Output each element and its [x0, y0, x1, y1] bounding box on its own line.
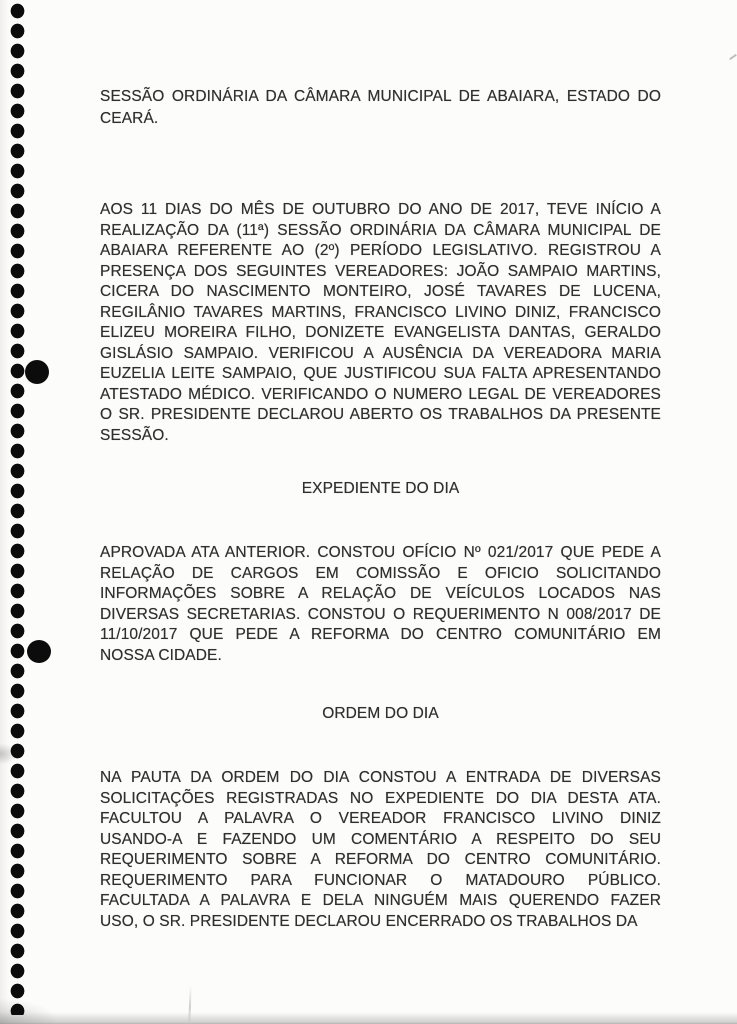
text-line: SOLICITAÇÕES REGISTRADAS NO EXPEDIENTE DO DIA DESTA ATA. — [100, 789, 661, 807]
section-heading-expediente: EXPEDIENTE DO DIA — [301, 480, 460, 497]
spiral-binding-holes — [9, 1, 26, 1015]
text-line: ELIZEU MOREIRA FILHO, DONIZETE EVANGELISTA DANTAS, GERALDO — [100, 324, 661, 341]
text-line: REALIZAÇÃO DA (11ª) SESSÃO ORDINÁRIA DA CÂMARA MUNICIPAL DE — [100, 221, 661, 239]
text-line: REQUERIMENTO PARA FUNCIONAR O MATADOURO PÚBLICO. — [100, 871, 661, 889]
section-heading-ordem: ORDEM DO DIA — [322, 705, 439, 722]
text-line: FACULTOU A PALAVRA O VEREADOR FRANCISCO LIVINO DINIZ — [100, 810, 661, 827]
text-line: USANDO-A E FAZENDO UM COMENTÁRIO A RESPEITO DO SEU — [100, 830, 661, 848]
ordem-paragraph — [100, 768, 661, 932]
left-edge-shading — [0, 0, 9, 1024]
text-line: FACULTADA A PALAVRA E DELA NINGUÉM MAIS QUERENDO FAZER — [100, 892, 661, 909]
punch-hole-bottom — [27, 640, 51, 663]
text-line: INFORMAÇÕES SOBRE A RELAÇÃO DE VEÍCULOS LOCADOS NAS — [100, 585, 661, 602]
opening-paragraph — [100, 200, 661, 446]
text-line: RELAÇÃO DE CARGOS EM COMISSÃO E OFICIO SOLICITANDO — [100, 564, 661, 582]
text-line: GISLÁSIO SAMPAIO. VERIFICOU A AUSÊNCIA DA VEREADORA MARIA — [100, 344, 661, 362]
text-line: CICERA DO NASCIMENTO MONTEIRO, JOSÉ TAVARES DE LUCENA, — [100, 283, 661, 300]
text-line: REQUERIMENTO SOBRE A REFORMA DO CENTRO COMUNITÁRIO. — [100, 851, 661, 868]
text-line: NOSSA CIDADE. — [100, 646, 222, 664]
expediente-paragraph — [100, 543, 661, 666]
text-line: PRESENÇA DOS SEGUINTES VEREADORES: JOÃO SAMPAIO MARTINS, — [100, 262, 661, 280]
text-line: ABAIARA REFERENTE AO (2º) PERÍODO LEGISLATIVO. REGISTROU A — [100, 242, 661, 259]
right-edge-mark — [729, 54, 737, 60]
text-line: DIVERSAS SECRETARIAS. CONSTOU O REQUERIMENTO N 008/2017 DE — [100, 605, 661, 623]
text-line: AOS 11 DIAS DO MÊS DE OUTUBRO DO ANO DE 2017, TEVE INÍCIO A — [100, 201, 661, 218]
text-line: 11/10/2017 QUE PEDE A REFORMA DO CENTRO COMUNITÁRIO EM — [100, 626, 661, 643]
bottom-edge-shadow — [0, 1012, 737, 1024]
document-title — [100, 86, 661, 129]
text-line: SESSÃO. — [100, 426, 169, 444]
text-line: CEARÁ. — [100, 109, 159, 127]
text-line: REGILÂNIO TAVARES MARTINS, FRANCISCO LIVINO DINIZ, FRANCISCO — [100, 303, 661, 321]
text-line: APROVADA ATA ANTERIOR. CONSTOU OFÍCIO Nº 021/2017 QUE PEDE A — [100, 544, 661, 561]
text-line: SESSÃO ORDINÁRIA DA CÂMARA MUNICIPAL DE ABAIARA, ESTADO DO — [100, 88, 661, 105]
punch-hole-top — [25, 360, 49, 384]
text-line: EUZELIA LEITE SAMPAIO, QUE JUSTIFICOU SUA FALTA APRESENTANDO — [100, 365, 661, 382]
text-line: NA PAUTA DA ORDEM DO DIA CONSTOU A ENTRADA DE DIVERSAS — [100, 769, 661, 786]
text-line: O SR. PRESIDENTE DECLAROU ABERTO OS TRABALHOS DA PRESENTE — [100, 406, 661, 423]
text-line: ATESTADO MÉDICO. VERIFICANDO O NUMERO LEGAL DE VEREADORES — [100, 385, 661, 403]
text-line: USO, O SR. PRESIDENTE DECLAROU ENCERRADO OS TRABALHOS DA — [100, 912, 638, 930]
